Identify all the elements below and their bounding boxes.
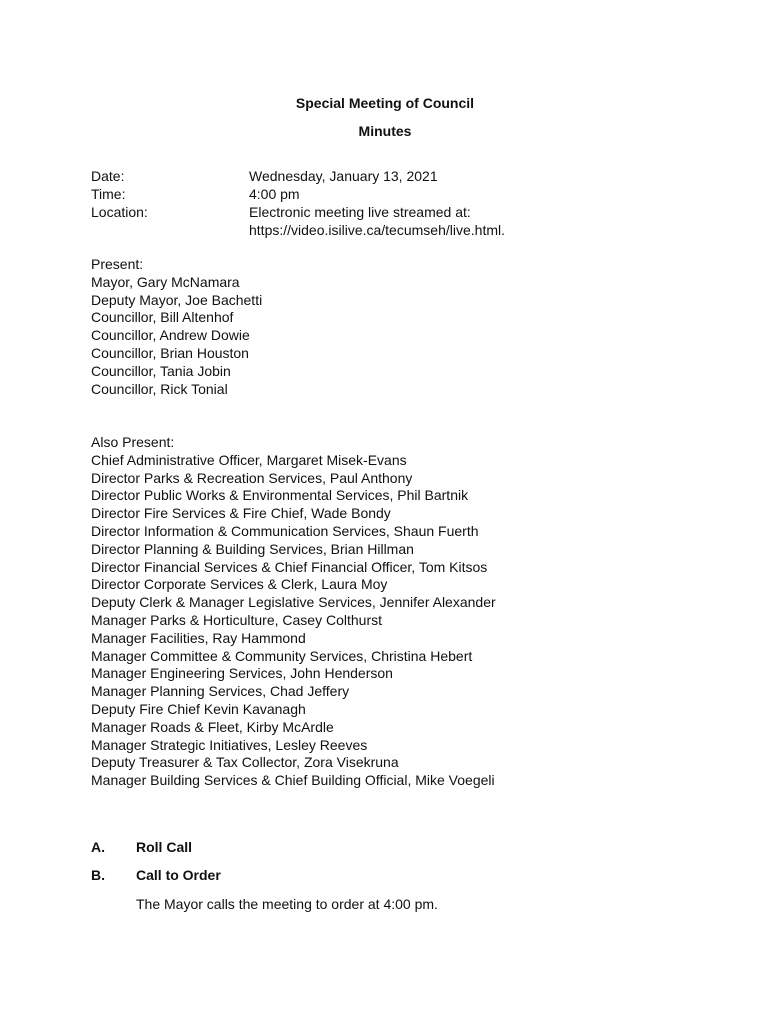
location-url: https://video.isilive.ca/tecumseh/live.html. bbox=[249, 222, 505, 238]
location-value: Electronic meeting live streamed at: bbox=[249, 204, 471, 220]
section-title: Call to Order bbox=[136, 867, 221, 883]
document-title: Special Meeting of Council bbox=[295, 95, 475, 111]
list-item: Councillor, Brian Houston bbox=[91, 344, 249, 361]
also-present-list bbox=[91, 434, 496, 790]
list-item: Manager Engineering Services, John Henderson bbox=[91, 665, 393, 682]
list-item: Manager Facilities, Ray Hammond bbox=[91, 629, 306, 646]
list-item: Deputy Treasurer & Tax Collector, Zora Visekruna bbox=[91, 754, 399, 771]
date-label: Date: bbox=[91, 168, 125, 184]
meeting-info bbox=[91, 167, 505, 239]
present-list bbox=[91, 256, 262, 398]
date-value: Wednesday, January 13, 2021 bbox=[249, 168, 438, 184]
location-row bbox=[91, 203, 505, 221]
time-label: Time: bbox=[91, 186, 126, 202]
list-item: Manager Planning Services, Chad Jeffery bbox=[91, 683, 350, 700]
list-item: Director Fire Services & Fire Chief, Wade Bondy bbox=[91, 505, 391, 522]
location-label: Location: bbox=[91, 204, 148, 220]
section-call-to-order bbox=[91, 866, 221, 884]
list-item: Director Information & Communication Services, Shaun Fuerth bbox=[91, 522, 479, 539]
list-item: Manager Roads & Fleet, Kirby McArdle bbox=[91, 718, 334, 735]
list-item: Director Planning & Building Services, Brian Hillman bbox=[91, 540, 414, 557]
list-item: Chief Administrative Officer, Margaret Misek-Evans bbox=[91, 451, 407, 468]
list-item: Manager Strategic Initiatives, Lesley Reeves bbox=[91, 736, 368, 753]
list-item: Mayor, Gary McNamara bbox=[91, 273, 240, 290]
document-subtitle: Minutes bbox=[358, 123, 412, 139]
list-item: Deputy Mayor, Joe Bachetti bbox=[91, 291, 263, 308]
section-roll-call bbox=[91, 838, 192, 856]
present-heading: Present: bbox=[91, 256, 144, 272]
also-present-heading: Also Present: bbox=[91, 434, 175, 450]
list-item: Director Parks & Recreation Services, Paul Anthony bbox=[91, 469, 413, 486]
date-row bbox=[91, 167, 505, 185]
list-item: Director Public Works & Environmental Services, Phil Bartnik bbox=[91, 487, 469, 504]
list-item: Councillor, Tania Jobin bbox=[91, 362, 231, 379]
list-item: Manager Committee & Community Services, Christina Hebert bbox=[91, 647, 473, 664]
list-item: Deputy Clerk & Manager Legislative Services, Jennifer Alexander bbox=[91, 594, 496, 611]
section-title: Roll Call bbox=[136, 839, 193, 855]
call-to-order-text: The Mayor calls the meeting to order at 4:00 pm. bbox=[136, 896, 438, 912]
section-letter: A. bbox=[91, 839, 105, 855]
list-item: Manager Parks & Horticulture, Casey Colthurst bbox=[91, 611, 382, 628]
section-letter: B. bbox=[91, 867, 105, 883]
time-row bbox=[91, 185, 505, 203]
time-value: 4:00 pm bbox=[249, 186, 300, 202]
list-item: Deputy Fire Chief Kevin Kavanagh bbox=[91, 700, 306, 717]
list-item: Councillor, Bill Altenhof bbox=[91, 309, 234, 326]
list-item: Director Financial Services & Chief Financial Officer, Tom Kitsos bbox=[91, 558, 488, 575]
list-item: Councillor, Andrew Dowie bbox=[91, 327, 250, 344]
list-item: Manager Building Services & Chief Building Official, Mike Voegeli bbox=[91, 772, 495, 789]
list-item: Director Corporate Services & Clerk, Laura Moy bbox=[91, 576, 388, 593]
list-item: Councillor, Rick Tonial bbox=[91, 380, 228, 397]
